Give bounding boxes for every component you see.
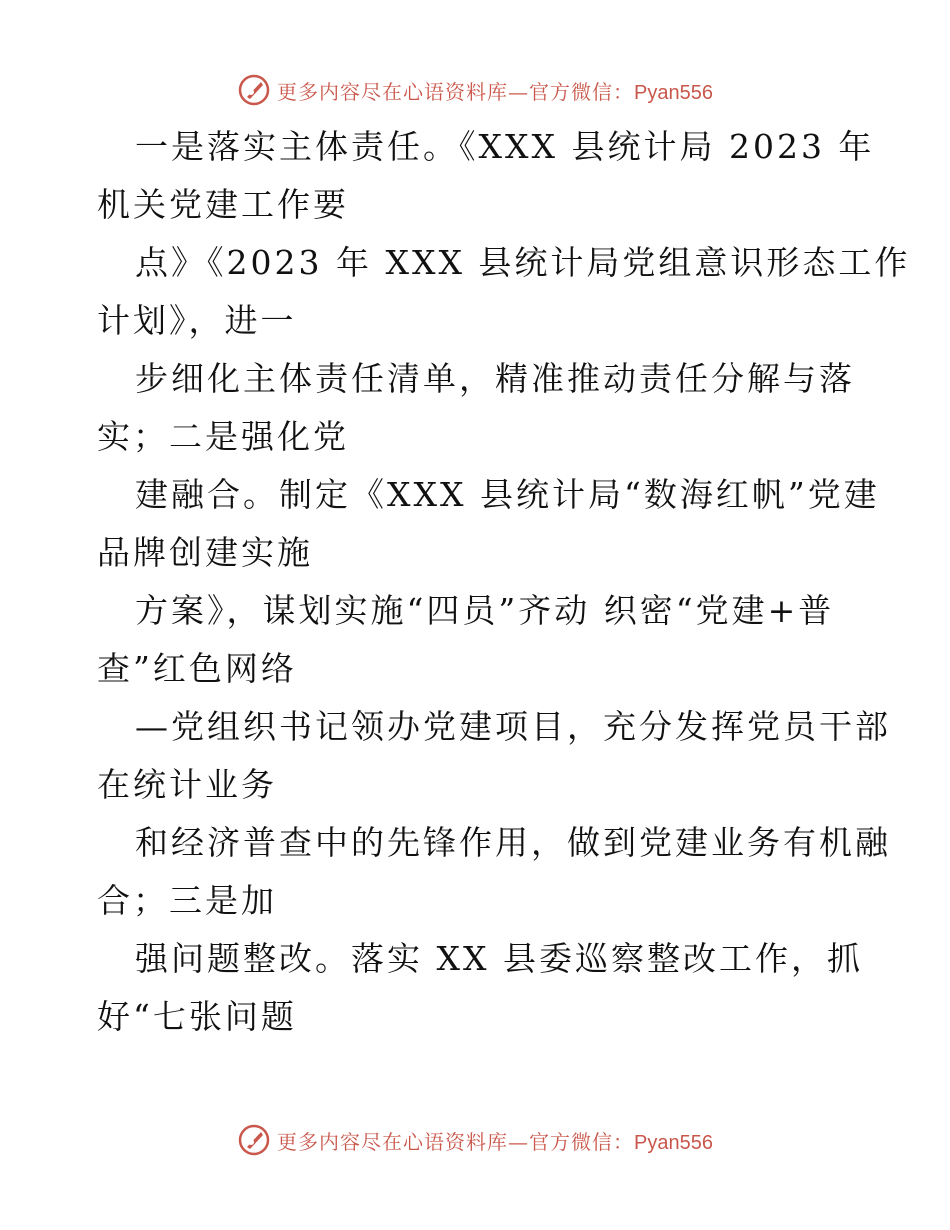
quill-circle-logo-icon	[237, 1123, 271, 1157]
watermark-text: 更多内容尽在心语资料库—官方微信：Pyan556	[277, 79, 713, 104]
paragraph-line: 强问题整改。落实 XX 县委巡察整改工作，抓	[135, 939, 863, 978]
paragraph-line: 计划》，进一	[97, 301, 297, 340]
paragraph-line: 建融合。制定《XXX 县统计局“数海红帆”党建	[135, 475, 880, 514]
paragraph-line: 查”红色网络	[97, 649, 297, 688]
document-body	[97, 118, 911, 1046]
watermark-text: 更多内容尽在心语资料库—官方微信：Pyan556	[277, 1129, 713, 1154]
paragraph-line: 和经济普查中的先锋作用，做到党建业务有机融	[135, 823, 891, 862]
paragraph-line: 点》《2023 年 XXX 县统计局党组意识形态工作	[135, 243, 911, 282]
paragraph-line: 合；三是加	[97, 881, 277, 920]
paragraph-line: 实；二是强化党	[97, 417, 349, 456]
paragraph-line: 品牌创建实施	[97, 533, 313, 572]
paragraph-line: 好“七张问题	[97, 997, 297, 1036]
paragraph-line: 步细化主体责任清单，精准推动责任分解与落	[135, 359, 855, 398]
paragraph-line: 在统计业务	[97, 765, 277, 804]
paragraph-line: 方案》，谋划实施“四员”齐动 织密“党建+普	[135, 591, 835, 630]
paragraph-line: —党组织书记领办党建项目，充分发挥党员干部	[135, 707, 891, 746]
quill-circle-logo-icon	[237, 73, 271, 107]
paragraph-line: 一是落实主体责任。《XXX 县统计局 2023 年	[135, 127, 875, 166]
header-watermark	[0, 70, 950, 110]
paragraph-line: 机关党建工作要	[97, 185, 349, 224]
footer-watermark	[0, 1120, 950, 1160]
